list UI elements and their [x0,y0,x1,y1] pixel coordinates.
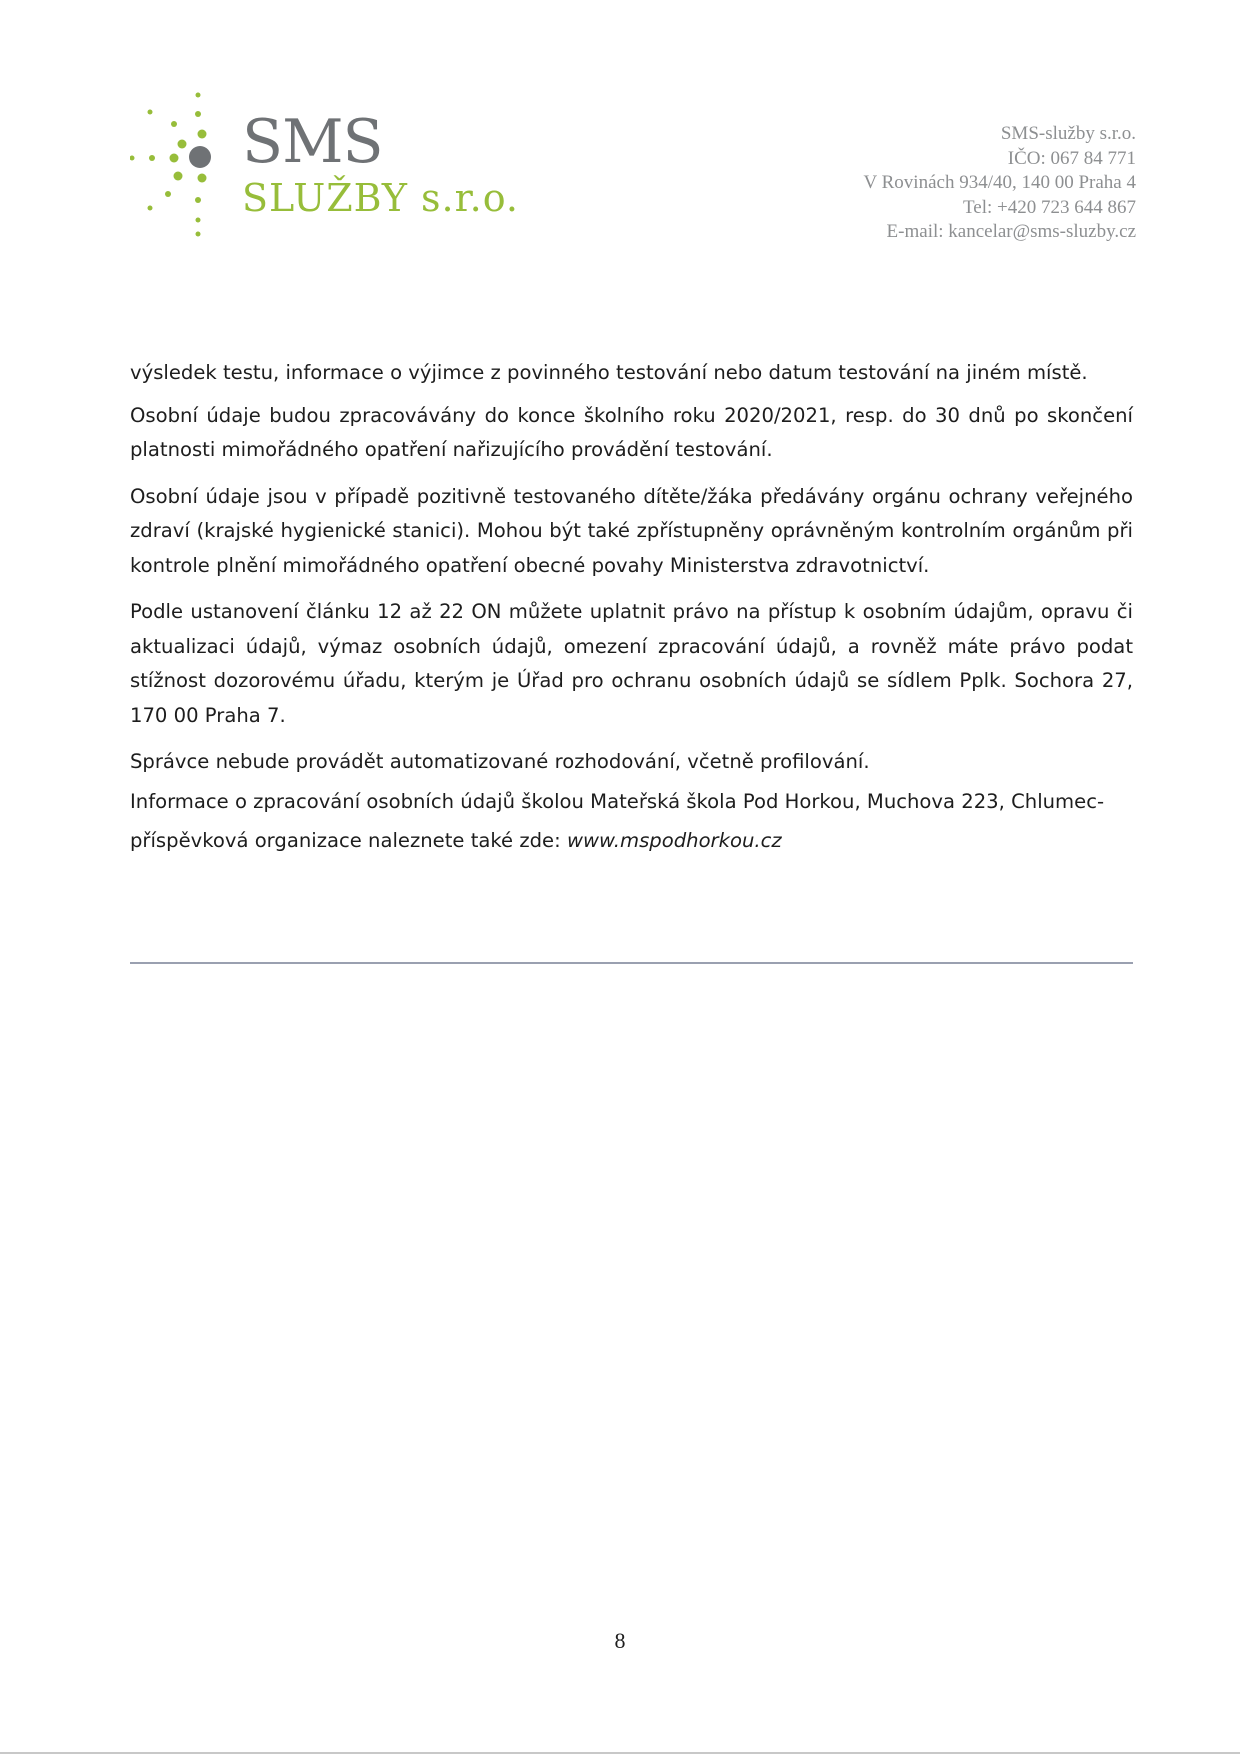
company-address: V Rovinách 934/40, 140 00 Praha 4 [863,172,1136,193]
footer-divider [130,962,1133,964]
logo-dots-icon [130,90,240,260]
paragraph-website [130,824,1133,859]
document-body [130,356,1133,871]
company-info [716,122,1136,245]
paragraph-data-sharing: Osobní údaje jsou v případě pozitivně testovaného dítěte/žáka předávány orgánu ochrany veřejného zdraví (krajské hygienické stanici). Mohou být také zpřístupněny oprávněným kontrolním orgánům při kontrole plnění mimořádného opatření obecné povahy Ministerstva zdravotnictví. [130,484,1133,577]
company-name: SMS-služby s.r.o. [1000,123,1136,144]
page-number: 8 [614,1628,626,1653]
paragraph-processing-period: Osobní údaje budou zpracovávány do konce školního roku 2020/2021, resp. do 30 dnů po skončení platnosti mimořádného opatření nařizujícího provádění testování. [130,403,1133,461]
website-intro: příspěvková organizace naleznete také zde: [130,829,567,852]
paragraph-automated-decisions: Správce nebude provádět automatizované rozhodování, včetně profilování. [130,750,870,773]
company-logo [130,90,550,270]
logo-text-sluzby: SLUŽBY s.r.o. [242,176,519,220]
company-ico: IČO: 067 84 771 [1007,147,1136,169]
company-email: E-mail: kancelar@sms-sluzby.cz [886,221,1136,242]
paragraph-rights: Podle ustanovení článku 12 až 22 ON můžete uplatnit právo na přístup k osobním údajům, opravu či aktualizaci údajů, výmaz osobních údajů, omezení zpracování údajů, a rovněž máte právo podat stížnost dozorovému úřadu, kterým je Úřad pro ochranu osobních údajů se sídlem Pplk. Sochora 27, 170 00 Praha 7. [130,600,1133,727]
company-phone: Tel: +420 723 644 867 [963,196,1136,218]
paragraph-test-result: výsledek testu, informace o výjimce z povinného testování nebo datum testování na jiném místě. [130,361,1088,384]
paragraph-school-info: Informace o zpracování osobních údajů školou Mateřská škola Pod Horkou, Muchova 223, Chlumec- [130,789,1105,813]
logo-text-sms: SMS [242,107,383,177]
website-link[interactable]: www.mspodhorkou.cz [566,829,782,852]
